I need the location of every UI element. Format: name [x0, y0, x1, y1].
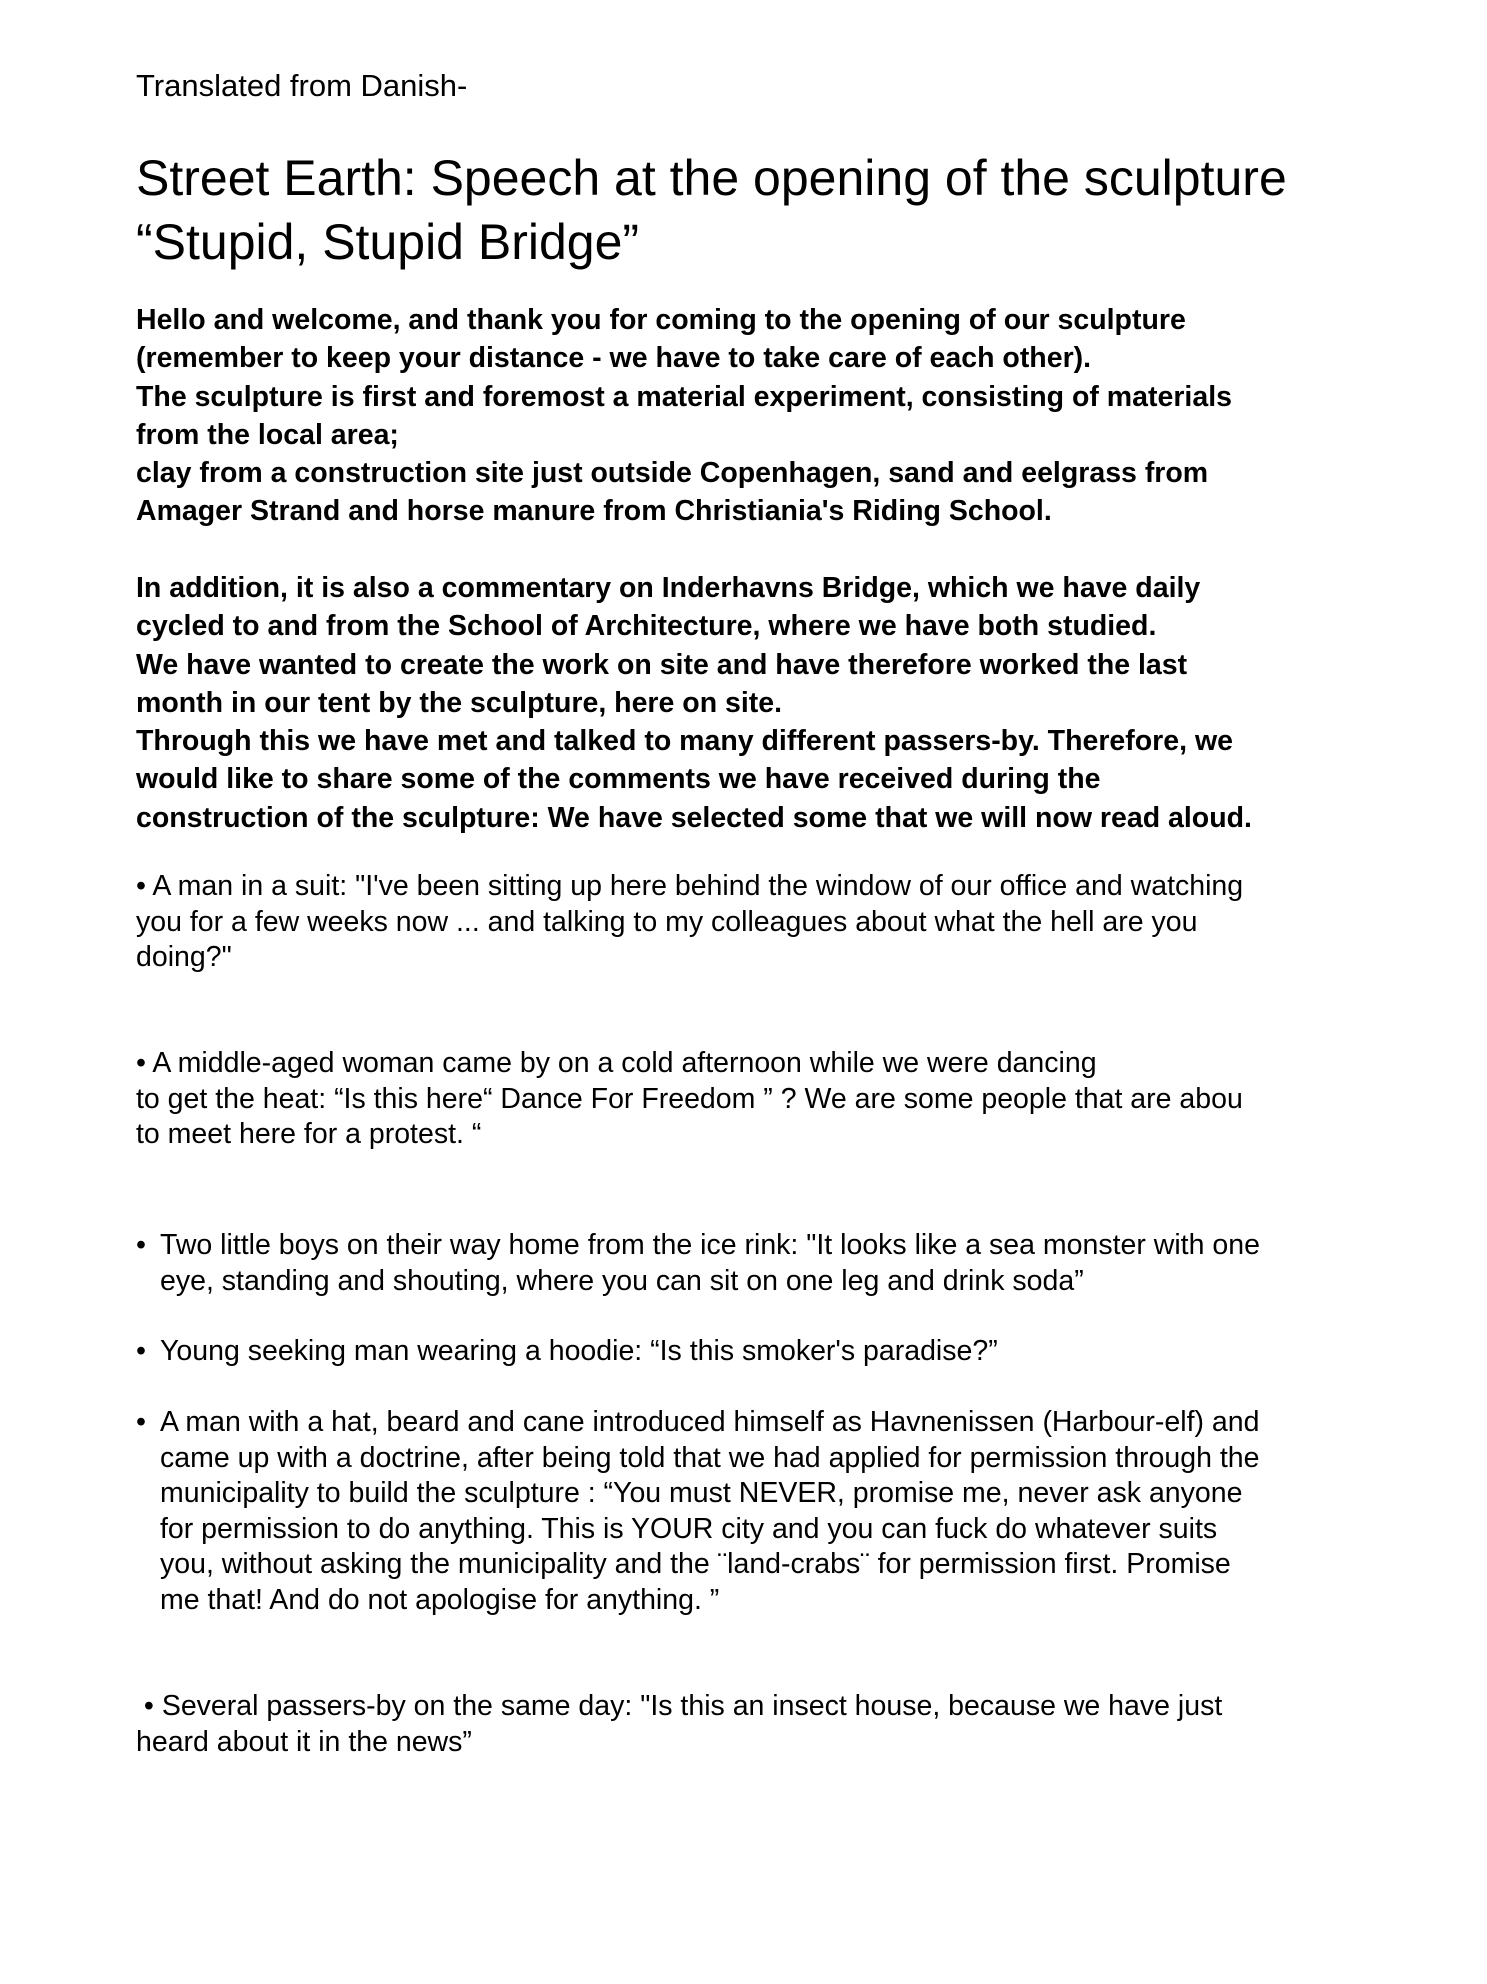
bullet-text: [160, 1334, 1396, 1370]
bullet-line: A man with a hat, beard and cane introduced himself as Havnenissen (Harbour-elf) and: [160, 1406, 1260, 1438]
quote-line: • A man in a suit: "I've been sitting up here behind the window of our office and watching: [136, 870, 1244, 902]
bullet-line: municipality to build the sculpture : “You must NEVER, promise me, never ask anyone: [160, 1477, 1243, 1509]
bullet-line: came up with a doctrine, after being told that we had applied for permission through the: [160, 1441, 1260, 1474]
context-line: construction of the sculpture: We have selected some that we will now read aloud.: [136, 801, 1252, 834]
quote-line: doing?": [136, 941, 232, 973]
bullet-text: [160, 1405, 1396, 1618]
bullet-line: eye, standing and shouting, where you can sit on one leg and drink soda”: [160, 1264, 1084, 1297]
context-line: would like to share some of the comments we have received during the: [136, 763, 1101, 796]
intro-line: (remember to keep your distance - we have to take care of each other).: [136, 342, 1092, 375]
quote-man-in-suit: [136, 869, 1396, 976]
context-paragraph: [136, 569, 1396, 837]
context-line: Through this we have met and talked to many different passers-by. Therefore, we: [136, 725, 1233, 758]
intro-line: clay from a construction site just outside Copenhagen, sand and eelgrass from: [136, 457, 1209, 490]
intro-line: Amager Strand and horse manure from Christiania's Riding School.: [136, 495, 1052, 528]
quote-line: you for a few weeks now ... and talking to my colleagues about what the hell are you: [136, 905, 1198, 938]
bullet-line: for permission to do anything. This is YOUR city and you can fuck do whatever suits: [160, 1512, 1218, 1545]
bullet-line: Young seeking man wearing a hoodie: “Is this smoker's paradise?”: [160, 1335, 998, 1367]
context-line: cycled to and from the School of Architecture, where we have both studied.: [136, 610, 1157, 643]
bullet-marker: •: [136, 1406, 146, 1438]
intro-line: The sculpture is first and foremost a material experiment, consisting of materials: [136, 380, 1232, 413]
quote-line: heard about it in the news”: [136, 1725, 472, 1758]
page-title: [136, 146, 1386, 274]
quote-insect-house: [136, 1689, 1396, 1760]
quote-line: to get the heat: “Is this here“ Dance For Freedom ” ? We are some people that are abou: [136, 1082, 1243, 1115]
intro-line: from the local area;: [136, 418, 399, 451]
bullet-marker: •: [136, 1335, 146, 1367]
intro-paragraph: [136, 301, 1396, 531]
quote-line: • A middle-aged woman came by on a cold afternoon while we were dancing: [136, 1047, 1097, 1079]
bullet-marker: •: [136, 1229, 146, 1261]
title-line: Street Earth: Speech at the opening of the sculpture: [136, 150, 1287, 206]
bullet-hoodie-man: [136, 1334, 1396, 1370]
bullet-harbour-elf: [136, 1405, 1396, 1618]
context-line: In addition, it is also a commentary on Inderhavns Bridge, which we have daily: [136, 572, 1201, 604]
title-line: “Stupid, Stupid Bridge”: [136, 214, 640, 270]
translation-note: Translated from Danish-: [136, 68, 468, 103]
bullet-line: you, without asking the municipality and the ¨land-crabs¨ for permission first. Promise: [160, 1548, 1231, 1580]
bullet-two-boys: [136, 1228, 1396, 1299]
context-line: month in our tent by the sculpture, here on site.: [136, 686, 783, 719]
bullet-line: Two little boys on their way home from the ice rink: "It looks like a sea monster with one: [160, 1229, 1260, 1261]
intro-line: Hello and welcome, and thank you for coming to the opening of our sculpture: [136, 304, 1186, 336]
context-line: We have wanted to create the work on site and have therefore worked the last: [136, 648, 1188, 681]
quote-line: to meet here for a protest. “: [136, 1118, 482, 1150]
bullet-line: me that! And do not apologise for anything. ”: [160, 1583, 720, 1616]
bullet-text: [160, 1228, 1396, 1299]
quote-line: • Several passers-by on the same day: "Is this an insect house, because we have just: [136, 1690, 1223, 1722]
quote-middle-aged-woman: [136, 1046, 1396, 1153]
